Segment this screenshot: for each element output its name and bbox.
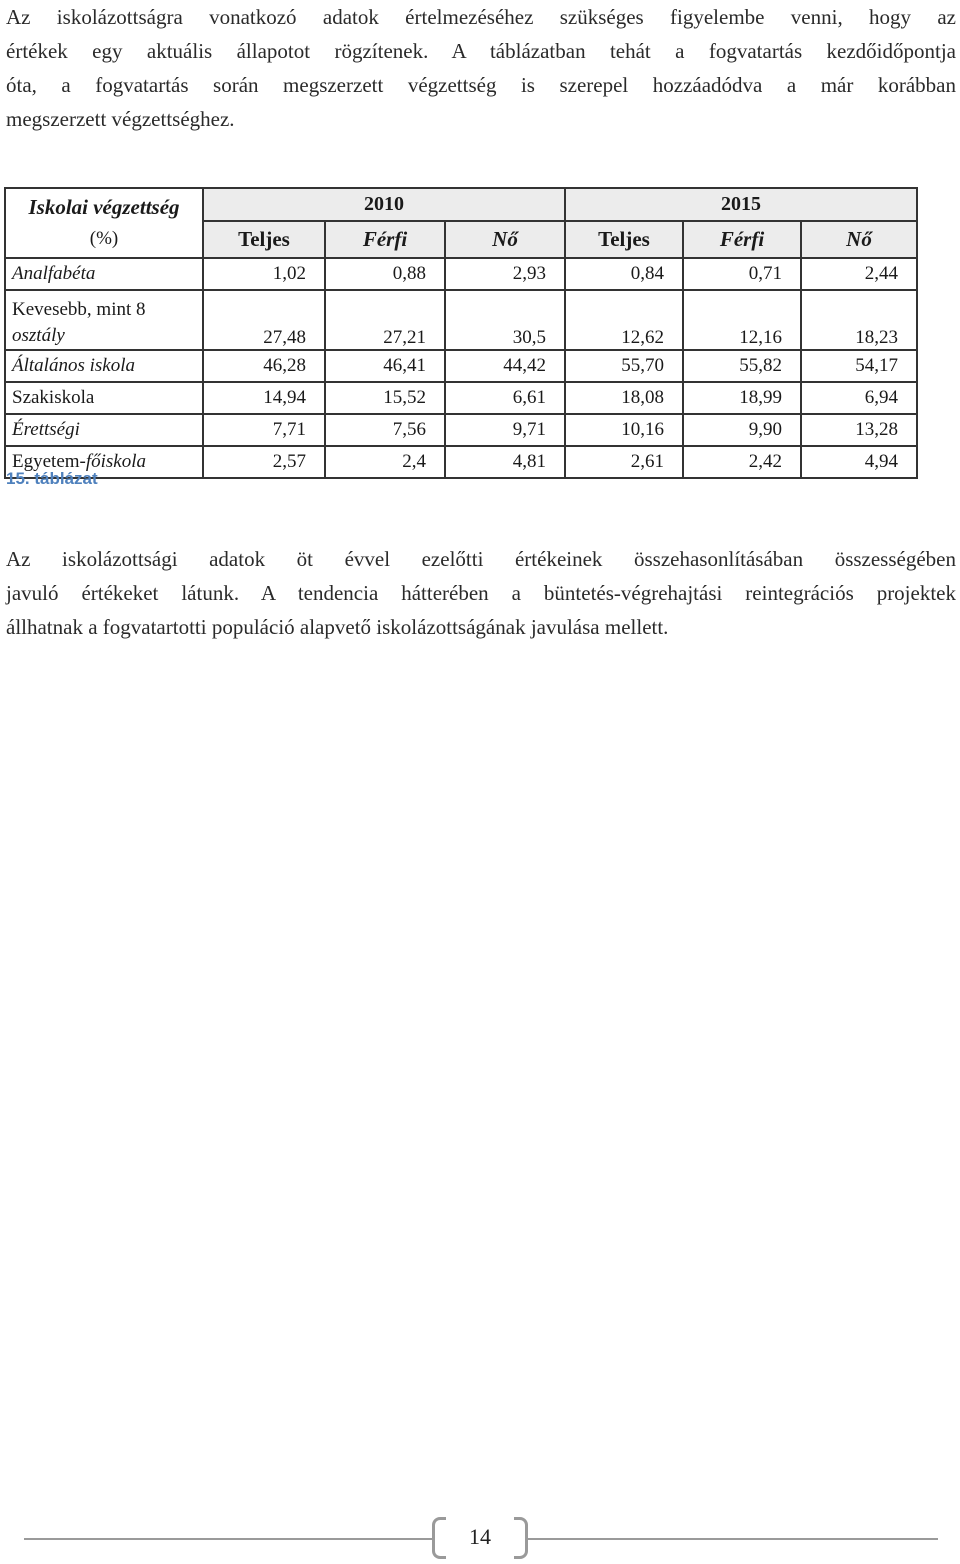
cell-value: 2,93 (445, 258, 565, 290)
corner-title: Iskolai végzettség (28, 195, 180, 219)
cell-value: 4,94 (801, 446, 917, 478)
footer-brace-right (514, 1517, 528, 1559)
row-label-line-1: Kevesebb, mint 8 (12, 299, 146, 320)
subheader-total-2015: Teljes (565, 221, 683, 258)
row-label (5, 290, 203, 350)
education-table (4, 187, 918, 479)
conclusion-line-3: állhatnak a fogvatartotti populáció alapvető iskolázottságának javulása mellett. (6, 615, 669, 639)
subheader-female-2015: Nő (801, 221, 917, 258)
cell-value: 2,42 (683, 446, 801, 478)
table-row (5, 290, 917, 350)
cell-value: 55,70 (565, 350, 683, 382)
row-label: Érettségi (5, 414, 203, 446)
cell-value: 30,5 (445, 290, 565, 350)
cell-value: 1,02 (203, 258, 325, 290)
subheader-female-2010: Nő (445, 221, 565, 258)
table-caption: 15. táblázat (6, 469, 98, 488)
row-label: Általános iskola (5, 350, 203, 382)
table-row (5, 382, 917, 414)
year-header-2015: 2015 (565, 188, 917, 221)
row-label-part-2: főiskola (85, 451, 147, 472)
cell-value: 13,28 (801, 414, 917, 446)
cell-value: 46,28 (203, 350, 325, 382)
cell-value: 2,44 (801, 258, 917, 290)
cell-value: 0,71 (683, 258, 801, 290)
cell-value: 27,21 (325, 290, 445, 350)
table-row (5, 350, 917, 382)
cell-value: 2,4 (325, 446, 445, 478)
cell-value: 4,81 (445, 446, 565, 478)
cell-value: 12,62 (565, 290, 683, 350)
cell-value: 6,94 (801, 382, 917, 414)
conclusion-line-2: javuló értékeket látunk. A tendencia hátterében a büntetés-végrehajtási reintegrációs projektek (6, 581, 956, 605)
row-label: Analfabéta (5, 258, 203, 290)
cell-value: 55,82 (683, 350, 801, 382)
subheader-male-2010: Férfi (325, 221, 445, 258)
subheader-total-2010: Teljes (203, 221, 325, 258)
cell-value: 18,99 (683, 382, 801, 414)
cell-value: 2,61 (565, 446, 683, 478)
footer-rule-right (528, 1538, 938, 1540)
conclusion-line-1: Az iskolázottsági adatok öt évvel ezelőtti értékeinek összehasonlításában összességében (6, 547, 956, 571)
cell-value: 44,42 (445, 350, 565, 382)
cell-value: 18,23 (801, 290, 917, 350)
intro-paragraph (6, 0, 956, 136)
table-corner-header (5, 188, 203, 258)
cell-value: 27,48 (203, 290, 325, 350)
corner-unit: (%) (89, 228, 119, 249)
cell-value: 0,88 (325, 258, 445, 290)
footer-rule-left (24, 1538, 434, 1540)
cell-value: 46,41 (325, 350, 445, 382)
row-label-line-2: osztály (12, 325, 65, 346)
cell-value: 7,71 (203, 414, 325, 446)
cell-value: 0,84 (565, 258, 683, 290)
cell-value: 14,94 (203, 382, 325, 414)
cell-value: 9,90 (683, 414, 801, 446)
table-row (5, 258, 917, 290)
cell-value: 7,56 (325, 414, 445, 446)
cell-value: 10,16 (565, 414, 683, 446)
cell-value: 18,08 (565, 382, 683, 414)
cell-value: 54,17 (801, 350, 917, 382)
footer-brace-left (432, 1517, 446, 1559)
page-number: 14 (469, 1524, 491, 1549)
subheader-male-2015: Férfi (683, 221, 801, 258)
row-label-part-1: Egyetem- (12, 451, 86, 472)
year-header-2010: 2010 (203, 188, 565, 221)
intro-line-4: megszerzett végzettséghez. (6, 107, 235, 131)
cell-value: 6,61 (445, 382, 565, 414)
row-label: Szakiskola (5, 382, 203, 414)
cell-value: 2,57 (203, 446, 325, 478)
cell-value: 15,52 (325, 382, 445, 414)
table-row (5, 446, 917, 478)
intro-line-3: óta, a fogvatartás során megszerzett végzettség is szerepel hozzáadódva a már korábban (6, 73, 956, 97)
intro-line-2: értékek egy aktuális állapotot rögzítenek. A táblázatban tehát a fogvatartás kezdőidőpontja (6, 39, 956, 63)
cell-value: 9,71 (445, 414, 565, 446)
cell-value: 12,16 (683, 290, 801, 350)
intro-line-1: Az iskolázottságra vonatkozó adatok értelmezéséhez szükséges figyelembe venni, hogy az (6, 5, 956, 29)
conclusion-paragraph (6, 542, 956, 644)
table-row (5, 414, 917, 446)
